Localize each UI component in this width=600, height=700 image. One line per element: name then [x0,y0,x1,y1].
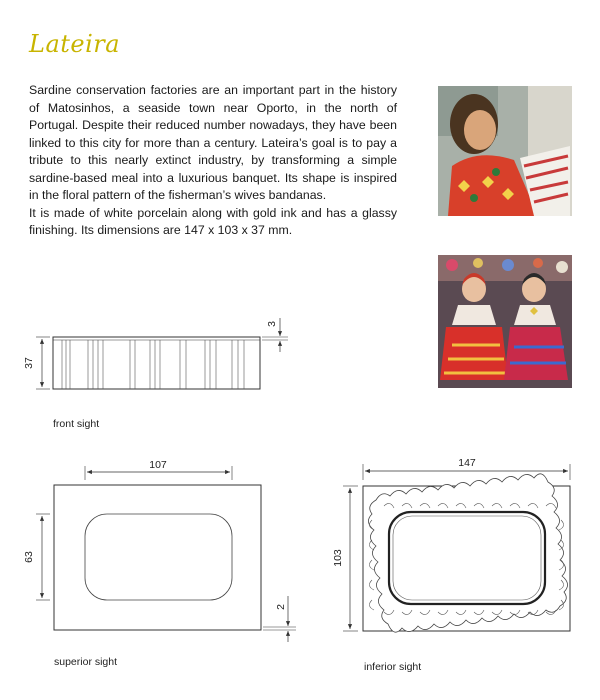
front-view [23,318,288,389]
inferior-sight-caption: inferior sight [364,661,422,673]
superior-rim-label: 2 [275,604,287,610]
superior-sight-caption: superior sight [54,656,118,668]
inferior-view [332,457,570,632]
inferior-height-label: 103 [332,549,344,567]
front-sight-caption: front sight [53,418,100,430]
page-title: Lateira [29,30,121,58]
description-paragraph: Sardine conservation factories are an important part in the history of Matosinhos, a seaside town near Oporto, in the north of Portugal. Despite their reduced number nowadays, they have been linked to this city for more than a century. Lateira’s goal is to pay a tribute to this nearly extinct industry, by transforming a simple sardine-based meal into a luxurious banquet. Its shape is inspired in the floral pattern of the fisherman’s wives bandanas. [29,83,397,202]
superior-width-label: 107 [149,459,167,471]
description-paragraph: It is made of white porcelain along with gold ink and has a glassy finishing. Its dimensions are 147 x 103 x 37 mm. [29,205,397,237]
front-height-label: 37 [23,357,35,369]
inferior-width-label: 147 [458,457,476,469]
superior-view [23,459,296,642]
superior-height-label: 63 [23,551,35,563]
front-rim-label: 3 [266,321,278,327]
